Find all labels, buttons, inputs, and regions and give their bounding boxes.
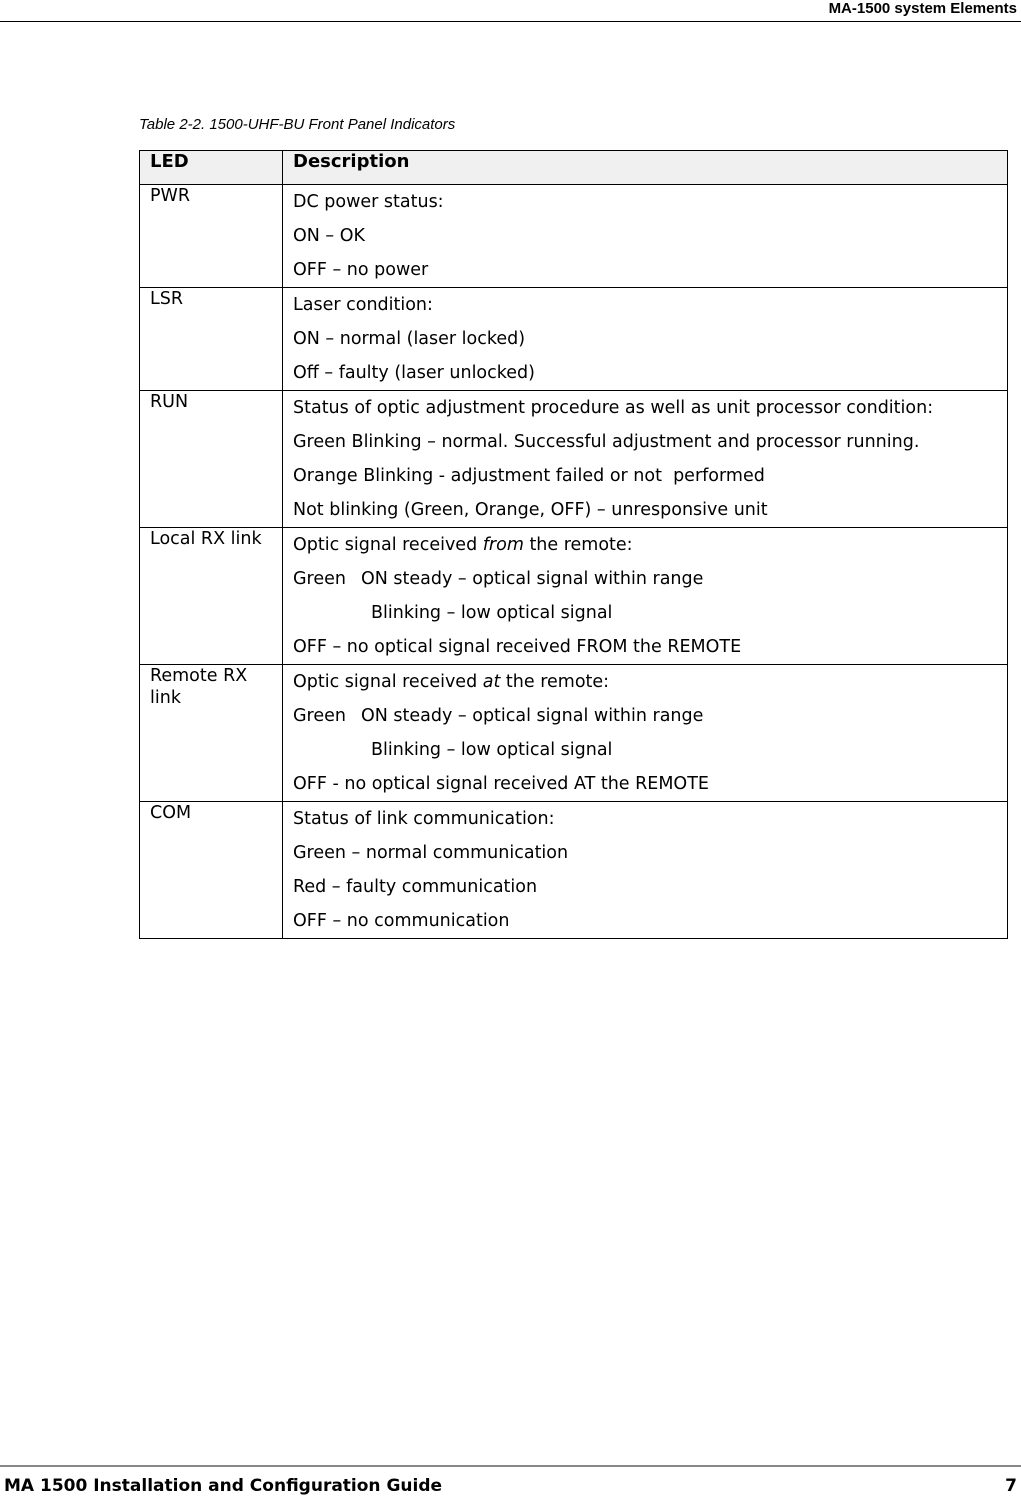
led-name: Local RX link [140, 528, 283, 665]
led-name: Remote RX link [140, 665, 283, 802]
table-caption: Table 2-2. 1500-UHF-BU Front Panel Indicators [139, 116, 456, 133]
column-header-led: LED [140, 151, 283, 185]
description-line [293, 562, 997, 596]
table-row [140, 391, 1008, 528]
description-line: ON – normal (laser locked) [293, 329, 526, 349]
description-line: Red – faulty communication [293, 877, 538, 897]
description-cell [283, 665, 1008, 802]
steady-text: ON steady – optical signal within range [361, 569, 704, 589]
table-row [140, 185, 1008, 288]
footer-title: MA 1500 Installation and Configuration Guide [4, 1476, 443, 1496]
description-line [293, 699, 997, 733]
green-label: Green [293, 706, 346, 726]
page-footer-rule [0, 1465, 1021, 1467]
table-header-row [140, 151, 1008, 185]
description-line: DC power status: [293, 192, 444, 212]
led-name: LSR [140, 288, 283, 391]
description-cell [283, 802, 1008, 939]
led-indicator-table [139, 150, 1008, 939]
led-name: COM [140, 802, 283, 939]
description-line: ON – OK [293, 226, 365, 246]
blinking-line: Blinking – low optical signal [371, 603, 613, 623]
table-row [140, 802, 1008, 939]
header-title: MA-1500 system Elements [828, 0, 1017, 17]
description-line: OFF – no optical signal received FROM the REMOTE [293, 637, 742, 657]
table-row [140, 528, 1008, 665]
description-cell [283, 288, 1008, 391]
led-name: RUN [140, 391, 283, 528]
description-line: Status of link communication: [293, 809, 555, 829]
description-text: Optic signal received [293, 535, 483, 555]
description-line [293, 665, 997, 699]
green-label: Green [293, 569, 346, 589]
description-line: Off – faulty (laser unlocked) [293, 363, 535, 383]
description-line: Green – normal communication [293, 843, 569, 863]
description-line [293, 528, 997, 562]
emphasis-text: from [482, 535, 524, 555]
table-row [140, 288, 1008, 391]
description-text: Optic signal received [293, 672, 483, 692]
description-line: OFF – no communication [293, 911, 510, 931]
table-row [140, 665, 1008, 802]
led-name: PWR [140, 185, 283, 288]
page-number: 7 [1005, 1476, 1017, 1496]
description-cell [283, 528, 1008, 665]
description-line: Orange Blinking - adjustment failed or not performed [293, 466, 765, 486]
description-line: Laser condition: [293, 295, 433, 315]
description-line: OFF - no optical signal received AT the REMOTE [293, 774, 709, 794]
page-header [0, 0, 1021, 22]
emphasis-text: at [482, 672, 501, 692]
description-line: OFF – no power [293, 260, 429, 280]
description-cell [283, 185, 1008, 288]
column-header-description: Description [283, 151, 1008, 185]
description-line: Green Blinking – normal. Successful adjustment and processor running. [293, 432, 920, 452]
steady-text: ON steady – optical signal within range [361, 706, 704, 726]
blinking-line: Blinking – low optical signal [371, 740, 613, 760]
description-text: the remote: [523, 535, 633, 555]
description-line: Status of optic adjustment procedure as well as unit processor condition: [293, 398, 934, 418]
description-line: Not blinking (Green, Orange, OFF) – unresponsive unit [293, 500, 768, 520]
description-text: the remote: [500, 672, 610, 692]
description-cell [283, 391, 1008, 528]
